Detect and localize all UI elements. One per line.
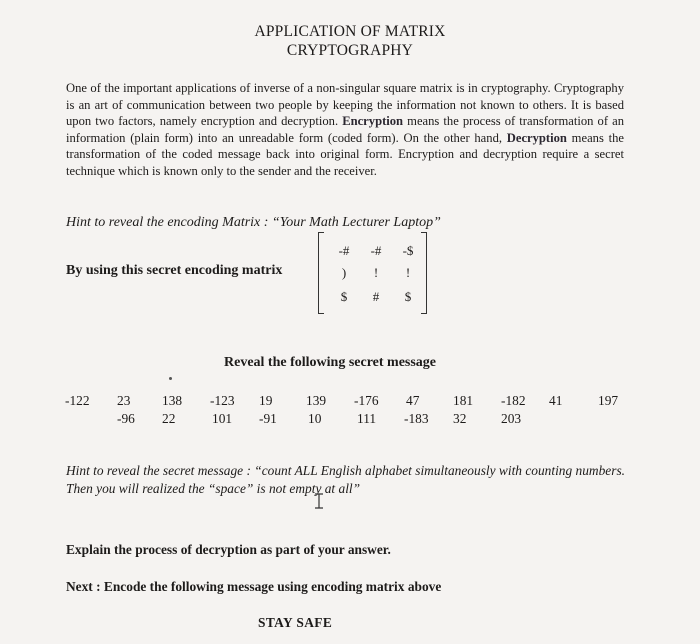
matrix-cell-r0-c2: -$ [402,243,414,258]
secret-number: -183 [404,411,429,426]
title-line-1: APPLICATION OF MATRIX [254,23,446,40]
intro-part-1: One of the important applications of inverse of a non-singular square matrix is in cryptography. Cryptography is an art of communication between two people by keeping the information not known to others. It is based upon two factors, namely encryption and decryption. [66,81,624,129]
explain-instruction: Explain the process of decryption as part of your answer. [66,542,391,557]
next-text: Encode the following message using encoding matrix above [100,579,442,594]
secret-number: 101 [212,411,233,426]
secret-number: 203 [501,411,522,426]
secret-number: 32 [453,411,467,426]
matrix-cell-r2-c0: $ [340,289,348,304]
document-title [0,22,700,60]
intro-part-3: means the transformation of the coded message back into original form. Encryption and decryption require a secret technique which is known only to the sender and the receiver. [66,130,624,178]
text-cursor-icon [314,493,324,514]
matrix-left-bracket [318,232,324,314]
matrix-cell-r2-c1: # [372,289,380,304]
secret-number: 139 [306,393,327,408]
next-label: Next : [66,579,101,594]
matrix-right-bracket [421,232,427,314]
secret-number: 41 [549,393,563,408]
secret-number: 10 [308,411,322,426]
encryption-term: Encryption [342,114,404,129]
secret-number: -182 [501,393,526,408]
stray-dot [169,377,172,380]
secret-number: 111 [357,411,377,426]
intro-part-2: means the process of transformation of an information (plain form) into an unreadable form (coded form). On the other hand, [66,114,624,145]
matrix-cell-r0-c0: -# [338,243,350,258]
secret-number: 47 [406,393,420,408]
matrix-cell-r1-c1: ! [373,265,379,280]
secret-number: 22 [162,411,176,426]
matrix-cell-r1-c2: ! [405,265,411,280]
secret-number: -96 [117,411,135,426]
reveal-title: Reveal the following secret message [224,355,437,370]
secret-message-hint: Hint to reveal the secret message : “count ALL English alphabet simultaneously with counting numbers. Then you will realized the “space” is not empty at all” [66,463,626,496]
secret-number: 19 [259,393,273,408]
matrix-cell-r0-c1: -# [370,243,382,258]
secret-number: 181 [453,393,474,408]
secret-number: -176 [354,393,379,408]
secret-number: 197 [598,393,619,408]
message-to-encode: STAY SAFE [258,615,333,630]
decryption-term: Decryption [506,130,567,145]
secret-number: -91 [259,411,277,426]
matrix-hint: Hint to reveal the encoding Matrix : “Your Math Lecturer Laptop” [66,215,441,230]
secret-number: -122 [65,393,90,408]
intro-paragraph [66,80,624,180]
matrix-cell-r2-c2: $ [404,289,412,304]
encoding-matrix [318,232,427,312]
title-line-2: CRYPTOGRAPHY [286,42,414,59]
next-instruction [66,579,441,595]
encoding-matrix-label: By using this secret encoding matrix [66,263,283,278]
matrix-cell-r1-c0: ) [341,265,347,280]
secret-number: -123 [210,393,235,408]
secret-number: 23 [117,393,131,408]
secret-number: 138 [162,393,183,408]
